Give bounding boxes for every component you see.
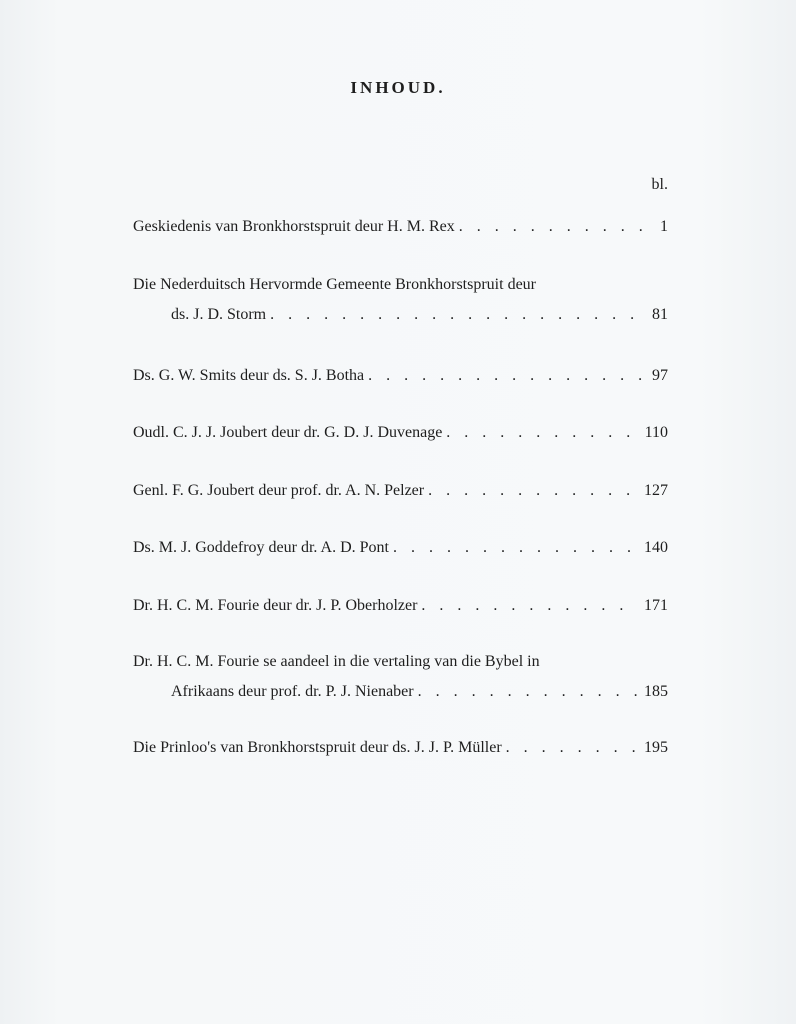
toc-entry [133,361,668,391]
toc-entry-title: Ds. G. W. Smits deur ds. S. J. Botha [133,367,365,384]
toc-entry [133,591,668,621]
toc-entry-line [133,476,668,506]
toc-page-number: 185 [644,683,668,700]
dot-leader [446,418,638,448]
toc-entry [133,533,668,563]
toc-entry-line [133,418,668,448]
dot-leader [459,212,654,242]
toc-page-number: 140 [644,539,668,556]
toc-entry-title: Dr. H. C. M. Fourie se aandeel in die vertaling van die Bybel in [133,653,540,670]
toc-entry [133,647,668,707]
toc-entry [133,733,668,763]
dot-leader [506,733,638,763]
dot-leader [421,591,638,621]
toc-entry-title: Geskiedenis van Bronkhorstspruit deur H. M. Rex [133,218,455,235]
toc-entry [133,476,668,506]
toc-entry [133,212,668,242]
toc-entry-line [133,677,668,707]
toc-entry-line [133,733,668,763]
toc-entry-title: Genl. F. G. Joubert deur prof. dr. A. N. Pelzer [133,482,425,499]
dot-leader [393,533,638,563]
dot-leader [418,677,638,707]
toc-entry-line [133,647,668,677]
toc-entry [133,418,668,448]
toc-entry-line [133,212,668,242]
toc-entry-title: Die Nederduitsch Hervormde Gemeente Bronkhorstspruit deur [133,276,536,293]
toc-entry-title-continued: ds. J. D. Storm [171,306,267,323]
toc-entry [133,270,668,330]
toc-entry-title: Die Prinloo's van Bronkhorstspruit deur ds. J. J. P. Müller [133,739,502,756]
dot-leader [428,476,638,506]
page-title: INHOUD. [350,78,446,97]
toc-page-number: 97 [652,367,668,384]
toc-entry-line [133,591,668,621]
toc-page-number: 1 [660,218,668,235]
dot-leader [368,361,646,391]
toc-page-number: 171 [644,597,668,614]
page-column-label: bl. [651,176,668,193]
toc-entry-line [133,533,668,563]
toc-page-number: 81 [652,306,668,323]
toc-page-number: 127 [644,482,668,499]
toc-entry-title: Oudl. C. J. J. Joubert deur dr. G. D. J. Duvenage [133,424,443,441]
toc-page-number: 195 [644,739,668,756]
dot-leader [270,300,646,330]
toc-entry-line [133,361,668,391]
toc-entry-line [133,300,668,330]
toc-entry-title: Ds. M. J. Goddefroy deur dr. A. D. Pont [133,539,389,556]
toc-entry-line [133,270,668,300]
toc-entry-title-continued: Afrikaans deur prof. dr. P. J. Nienaber [171,683,414,700]
toc-page-number: 110 [644,424,668,441]
toc-entry-title: Dr. H. C. M. Fourie deur dr. J. P. Oberholzer [133,597,418,614]
